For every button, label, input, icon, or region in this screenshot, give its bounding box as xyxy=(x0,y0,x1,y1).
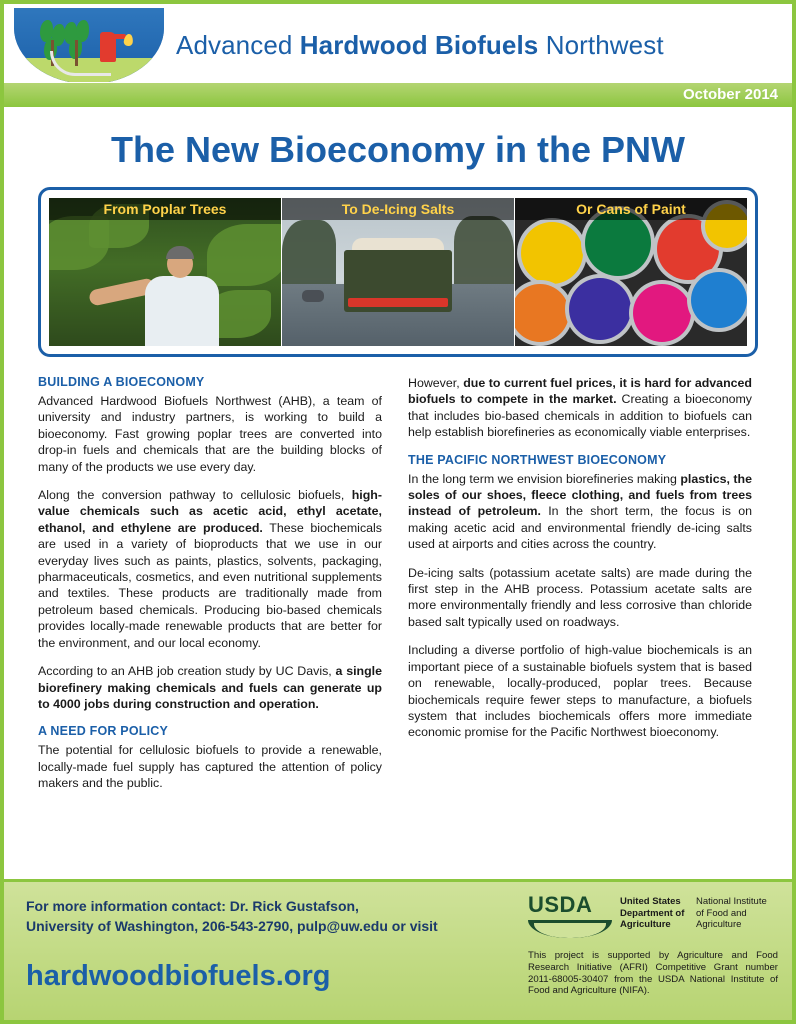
page-title: The New Bioeconomy in the PNW xyxy=(110,129,686,170)
section-heading-building-a-bioeconomy: BUILDING A BIOECONOMY xyxy=(38,375,205,389)
text-run-bold: plastics, the soles of our shoes, fleece clothing, and fuels from trees instead of petroleum. xyxy=(408,471,752,519)
text-run: However, xyxy=(408,376,464,390)
nifa-agency-name xyxy=(696,896,782,931)
text-run: In the long term we envision biorefineries making xyxy=(408,471,681,486)
agency2-line-3: Agriculture xyxy=(696,919,742,930)
article-body xyxy=(4,357,792,804)
title-part-bold: Hardwood Biofuels xyxy=(299,30,539,60)
section-heading-pacific-northwest-bioeconomy: THE PACIFIC NORTHWEST BIOECONOMY xyxy=(408,452,667,467)
usda-agency-name xyxy=(620,896,690,931)
usda-swoosh-icon xyxy=(528,920,612,938)
title-part-post: Northwest xyxy=(538,30,664,60)
issue-date: October 2014 xyxy=(682,86,778,103)
text-run: According to an AHB job creation study by UC Davis, xyxy=(38,664,336,679)
contact-line-1: For more information contact: Dr. Rick Gustafson, xyxy=(26,898,359,914)
text-run: In the short term, the focus is on making acetic acid and environmental friendly de-icing salts used at airports and cities across the country. xyxy=(408,504,752,552)
grant-disclaimer: This project is supported by Agriculture and Food Research Initiative (AFRI) Competitive Grant number 2011-68005-30407 from the USDA National Institute of Food and Agriculture (NIFA). xyxy=(528,950,778,997)
paragraph: Including a diverse portfolio of high-value biochemicals is an important piece of a sustainable biofuels system that is based on renewable, locally-produced, poplar trees. Because biochemicals require fewer steps to manufacture, a biofuels system that includes biochemicals offers more immediate economic promise for the Pacific Northwest bioeconomy. xyxy=(408,643,752,740)
agency2-line-1: National Institute xyxy=(696,896,767,907)
paragraph xyxy=(408,375,752,441)
contact-block xyxy=(26,896,496,936)
photo-panel xyxy=(38,187,758,357)
paragraph: De-icing salts (potassium acetate salts) are made during the first step in the AHB process. Potassium acetate salts are more environmentally friendly and less corrosive than chloride based salt typically used on roadways. xyxy=(408,565,752,629)
text-run-bold: a single biorefinery making chemicals and fuels can generate up to 4000 jobs during construction and operation. xyxy=(38,664,382,711)
text-run: Creating a bioeconomy that includes bio-based chemicals in addition to biofuels can help establish biorefineries as economically viable enterprises. xyxy=(408,392,752,440)
footer xyxy=(4,879,792,1020)
text-run: These biochemicals are used in a variety of bioproducts that we use in our everyday lives such as paints, plastics, solvents, packaging, pharmaceuticals, cosmetics, and even nutritional supplements and textiles. These products are traditionally made from petroleum based chemicals. Producing bio-based chemicals provides locally-made renewable products that are better for the environment, and our local economy. xyxy=(38,520,382,650)
agency2-line-2: of Food and xyxy=(696,907,747,919)
header xyxy=(4,4,792,82)
usda-logo xyxy=(528,892,614,938)
photo-caption: From Poplar Trees xyxy=(49,198,281,220)
usda-wordmark: USDA xyxy=(528,892,593,917)
agency-line-3: Agriculture xyxy=(620,919,671,930)
photo-poplar-trees xyxy=(49,198,281,346)
title-part-pre: Advanced xyxy=(176,30,300,60)
photo-caption: To De-Icing Salts xyxy=(282,198,514,220)
contact-line-2: University of Washington, 206-543-2790, pulp@uw.edu or visit xyxy=(26,918,438,934)
agency-line-1: United States xyxy=(620,896,681,907)
website-link[interactable]: hardwoodbiofuels.org xyxy=(26,960,331,992)
agency-line-2: Department of xyxy=(620,907,685,919)
issue-bar xyxy=(4,82,792,107)
text-run: Along the conversion pathway to cellulosic biofuels, xyxy=(38,488,352,503)
paragraph xyxy=(408,471,752,553)
paragraph: The potential for cellulosic biofuels to provide a renewable, locally-made fuel supply has captured the attention of policy makers and the public. xyxy=(38,743,382,791)
left-column xyxy=(38,375,382,804)
right-column xyxy=(408,375,752,804)
fuel-nozzle-icon xyxy=(100,32,116,62)
publication-title xyxy=(176,30,664,61)
text-run-bold: due to current fuel prices, it is hard for advanced biofuels to compete in the market. xyxy=(408,376,752,407)
photo-deicing-salts xyxy=(282,198,514,346)
section-heading-a-need-for-policy: A NEED FOR POLICY xyxy=(38,724,169,739)
ahb-logo xyxy=(14,8,164,84)
text-run-bold: high-value chemicals such as acetic acid, ethyl acetate, ethanol, and ethylene are produced. xyxy=(38,488,382,535)
paragraph: Advanced Hardwood Biofuels Northwest (AHB), a team of university and industry partners, is working to build a bioeconomy. Fast growing poplar trees are converted into drop-in fuels and chemicals that are the building blocks of many of the products we use every day. xyxy=(38,394,382,474)
paragraph xyxy=(38,487,382,651)
photo-caption: Or Cans of Paint xyxy=(515,198,747,220)
paragraph xyxy=(38,663,382,712)
photo-paint-cans xyxy=(515,198,747,346)
